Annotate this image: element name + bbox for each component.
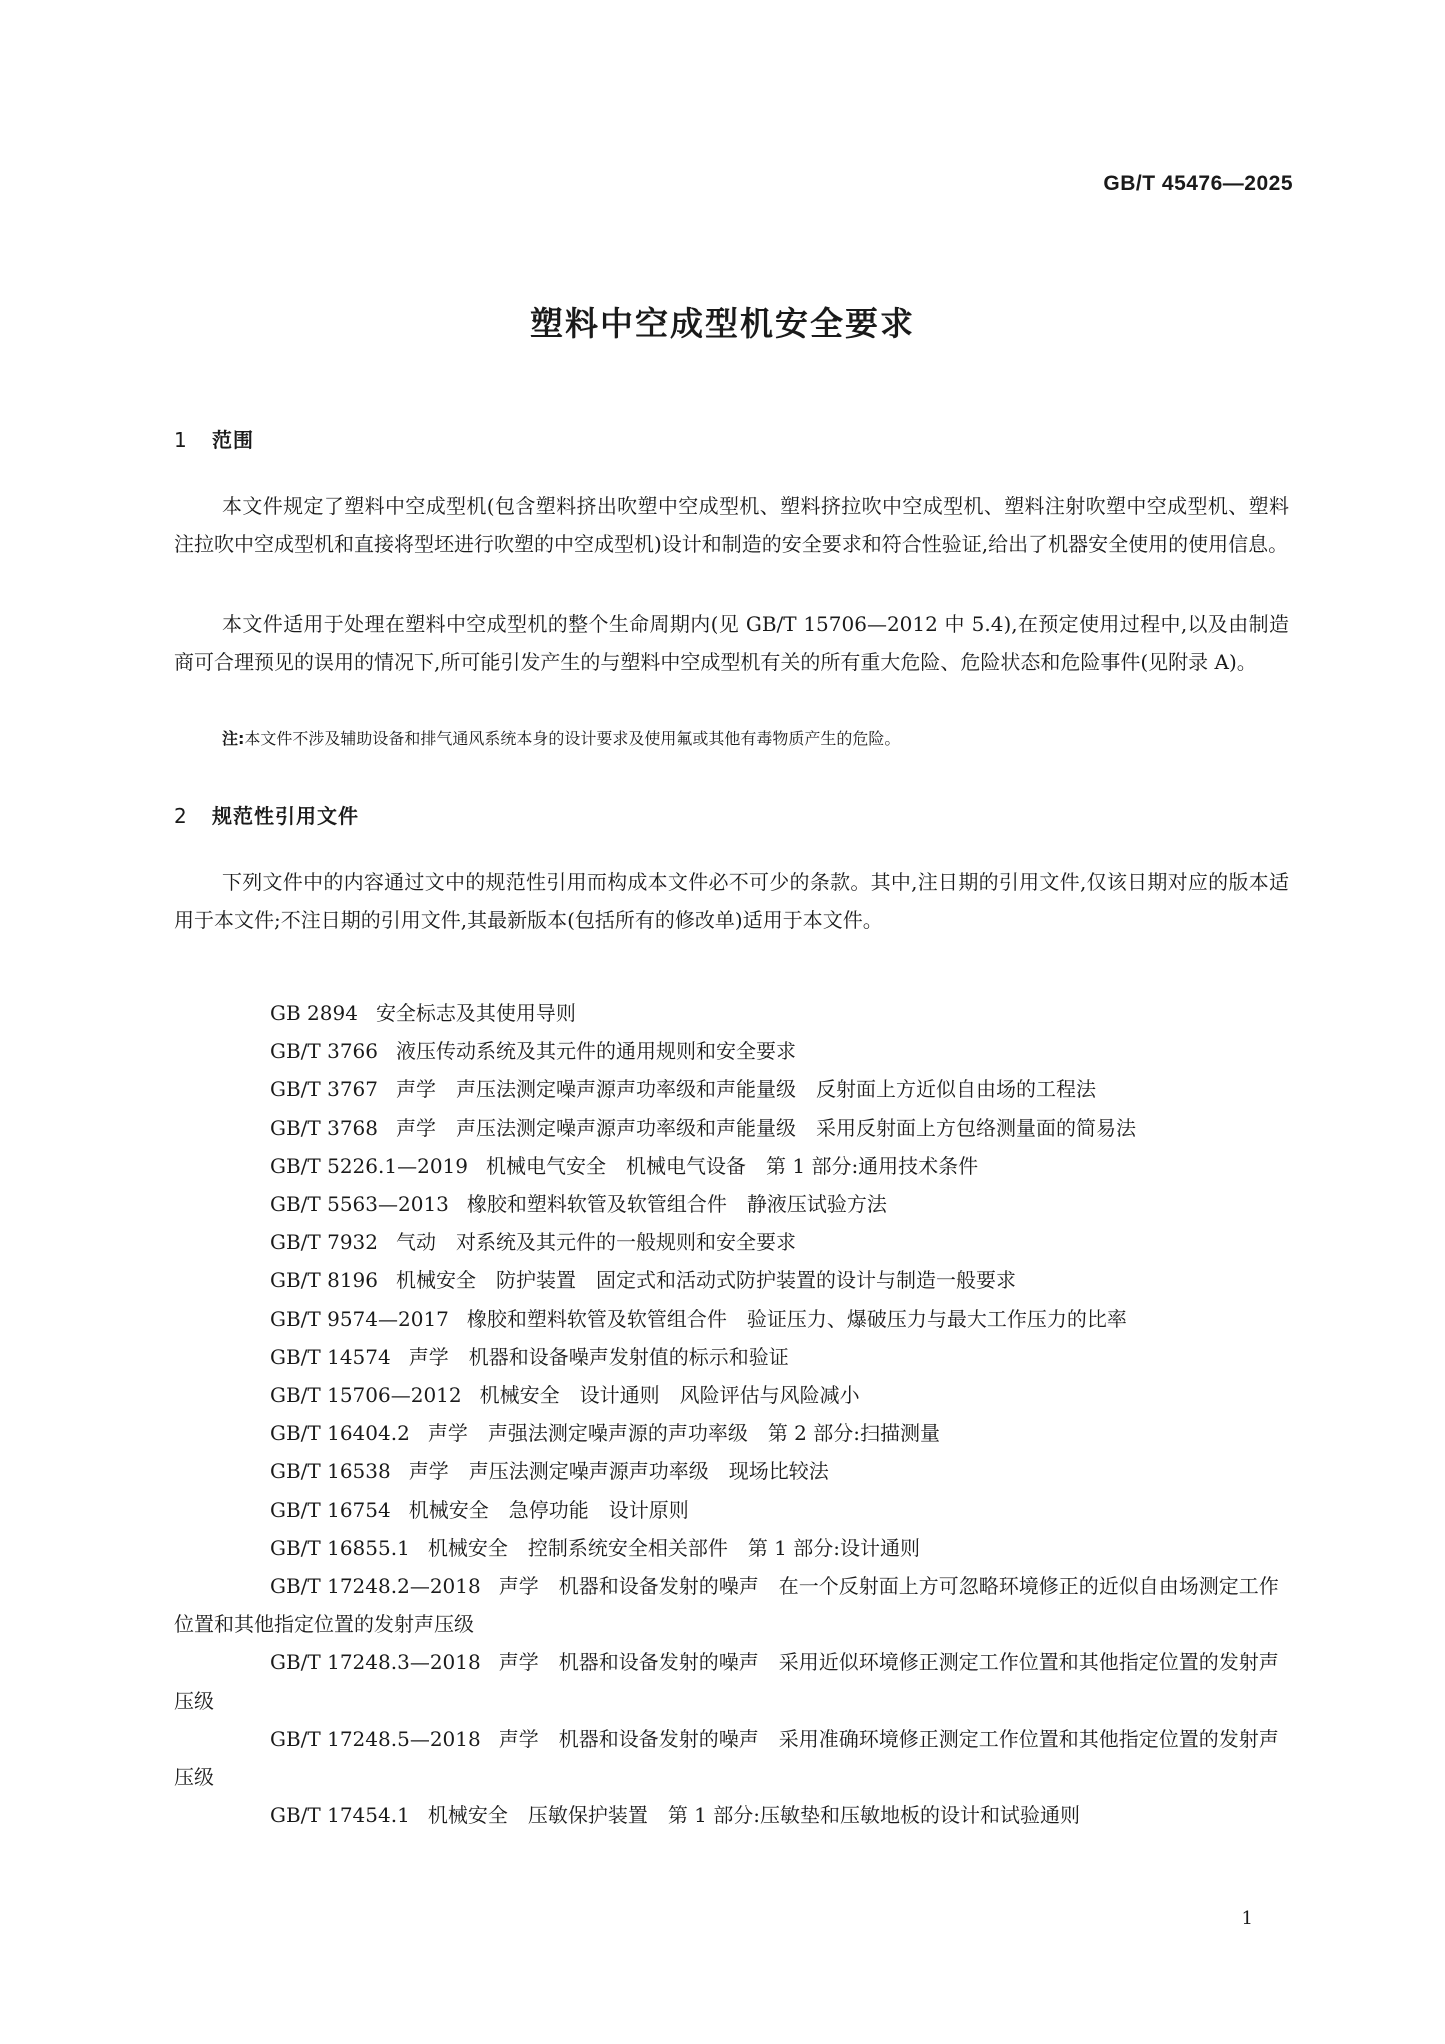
reference-code: GB/T 16538 bbox=[270, 1459, 391, 1484]
reference-title: 机械安全 急停功能 设计原则 bbox=[408, 1497, 689, 1522]
reference-title: 声学 机器和设备发射的噪声 采用近似环境修正测定工作位置和其他指定位置的发射声压级 bbox=[174, 1650, 1279, 1713]
section-2-number: 2 bbox=[174, 804, 187, 828]
reference-title: 声学 声压法测定噪声源声功率级 现场比较法 bbox=[408, 1459, 829, 1484]
reference-code: GB/T 16855.1 bbox=[270, 1535, 410, 1560]
reference-code: GB/T 15706—2012 bbox=[270, 1383, 462, 1408]
reference-item bbox=[174, 1491, 1289, 1529]
section-2-heading bbox=[174, 800, 359, 829]
reference-code: GB/T 16404.2 bbox=[270, 1421, 410, 1446]
references-intro: 下列文件中的内容通过文中的规范性引用而构成本文件必不可少的条款。其中,注日期的引用文件,仅该日期对应的版本适用于本文件;不注日期的引用文件,其最新版本(包括所有的修改单)适用于本文件。 bbox=[174, 870, 1289, 932]
reference-title: 声学 声强法测定噪声源的声功率级 第 2 部分:扫描测量 bbox=[427, 1421, 941, 1446]
reference-code: GB/T 5226.1—2019 bbox=[270, 1153, 468, 1178]
reference-title: 机械电气安全 机械电气设备 第 1 部分:通用技术条件 bbox=[486, 1153, 979, 1178]
section-2-title: 规范性引用文件 bbox=[212, 804, 359, 828]
reference-title: 声学 机器和设备发射的噪声 采用准确环境修正测定工作位置和其他指定位置的发射声压级 bbox=[174, 1726, 1279, 1790]
reference-code: GB/T 17248.5—2018 bbox=[270, 1726, 481, 1751]
reference-code: GB 2894 bbox=[270, 1001, 358, 1025]
reference-item bbox=[174, 1376, 1289, 1414]
reference-item bbox=[174, 1567, 1289, 1643]
reference-code: GB/T 7932 bbox=[270, 1230, 379, 1255]
reference-item bbox=[174, 1147, 1289, 1185]
page-number: 1 bbox=[1241, 1908, 1253, 1929]
reference-item bbox=[174, 1261, 1289, 1299]
reference-list bbox=[174, 994, 1289, 1834]
reference-item bbox=[174, 1070, 1289, 1108]
note-label: 注: bbox=[222, 729, 245, 748]
section-1-number: 1 bbox=[174, 428, 187, 452]
reference-item bbox=[174, 1185, 1289, 1223]
reference-title: 声学 声压法测定噪声源声功率级和声能量级 反射面上方近似自由场的工程法 bbox=[396, 1077, 1097, 1102]
reference-code: GB/T 17454.1 bbox=[270, 1803, 410, 1828]
reference-title: 机械安全 控制系统安全相关部件 第 1 部分:设计通则 bbox=[427, 1535, 921, 1560]
standard-number: GB/T 45476—2025 bbox=[1103, 172, 1293, 195]
scope-paragraph-2: 本文件适用于处理在塑料中空成型机的整个生命周期内(见 GB/T 15706—2012 中 5.4),在预定使用过程中,以及由制造商可合理预见的误用的情况下,所可能引发产生的与塑料中空成型机有关的所有重大危险、危险状态和危险事件(见附录 A)。 bbox=[174, 612, 1289, 674]
scope-paragraph-1: 本文件规定了塑料中空成型机(包含塑料挤出吹塑中空成型机、塑料挤拉吹中空成型机、塑料注射吹塑中空成型机、塑料注拉吹中空成型机和直接将型坯进行吹塑的中空成型机)设计和制造的安全要求和符合性验证,给出了机器安全使用的使用信息。 bbox=[174, 494, 1289, 556]
reference-title: 气动 对系统及其元件的一般规则和安全要求 bbox=[396, 1230, 797, 1255]
reference-code: GB/T 17248.3—2018 bbox=[270, 1650, 481, 1675]
reference-title: 机械安全 防护装置 固定式和活动式防护装置的设计与制造一般要求 bbox=[396, 1268, 1017, 1293]
reference-item bbox=[174, 994, 1289, 1032]
reference-item bbox=[174, 1032, 1289, 1070]
reference-code: GB/T 17248.2—2018 bbox=[270, 1574, 481, 1599]
reference-code: GB/T 3767 bbox=[270, 1077, 379, 1102]
reference-title: 声学 机器和设备噪声发射值的标示和验证 bbox=[408, 1344, 789, 1369]
reference-code: GB/T 3768 bbox=[270, 1115, 379, 1140]
reference-title: 机械安全 设计通则 风险评估与风险减小 bbox=[479, 1383, 860, 1408]
reference-item bbox=[174, 1223, 1289, 1261]
reference-item bbox=[174, 1796, 1289, 1834]
reference-item bbox=[174, 1529, 1289, 1567]
note-text: 本文件不涉及辅助设备和排气通风系统本身的设计要求及使用氟或其他有毒物质产生的危险。 bbox=[244, 729, 901, 748]
reference-title: 机械安全 压敏保护装置 第 1 部分:压敏垫和压敏地板的设计和试验通则 bbox=[427, 1803, 1081, 1828]
reference-code: GB/T 8196 bbox=[270, 1268, 379, 1293]
reference-title: 液压传动系统及其元件的通用规则和安全要求 bbox=[396, 1039, 797, 1064]
document-title: 塑料中空成型机安全要求 bbox=[530, 304, 915, 343]
reference-item bbox=[174, 1338, 1289, 1376]
reference-title: 声学 声压法测定噪声源声功率级和声能量级 采用反射面上方包络测量面的简易法 bbox=[396, 1115, 1137, 1140]
reference-item bbox=[174, 1643, 1289, 1719]
reference-code: GB/T 16754 bbox=[270, 1497, 391, 1522]
reference-title: 声学 机器和设备发射的噪声 在一个反射面上方可忽略环境修正的近似自由场测定工作位置和其他指定位置的发射声压级 bbox=[174, 1574, 1279, 1637]
section-1-heading bbox=[174, 424, 254, 453]
reference-code: GB/T 9574—2017 bbox=[270, 1306, 449, 1331]
reference-item bbox=[174, 1109, 1289, 1147]
reference-item bbox=[174, 1452, 1289, 1490]
scope-note bbox=[222, 728, 900, 750]
reference-title: 安全标志及其使用导则 bbox=[375, 1001, 576, 1025]
reference-item bbox=[174, 1300, 1289, 1338]
reference-code: GB/T 5563—2013 bbox=[270, 1192, 449, 1217]
reference-title: 橡胶和塑料软管及软管组合件 静液压试验方法 bbox=[466, 1192, 887, 1217]
reference-item bbox=[174, 1414, 1289, 1452]
reference-title: 橡胶和塑料软管及软管组合件 验证压力、爆破压力与最大工作压力的比率 bbox=[466, 1306, 1127, 1331]
section-1-title: 范围 bbox=[212, 428, 254, 452]
reference-code: GB/T 3766 bbox=[270, 1039, 379, 1064]
reference-code: GB/T 14574 bbox=[270, 1344, 391, 1369]
reference-item bbox=[174, 1720, 1289, 1796]
